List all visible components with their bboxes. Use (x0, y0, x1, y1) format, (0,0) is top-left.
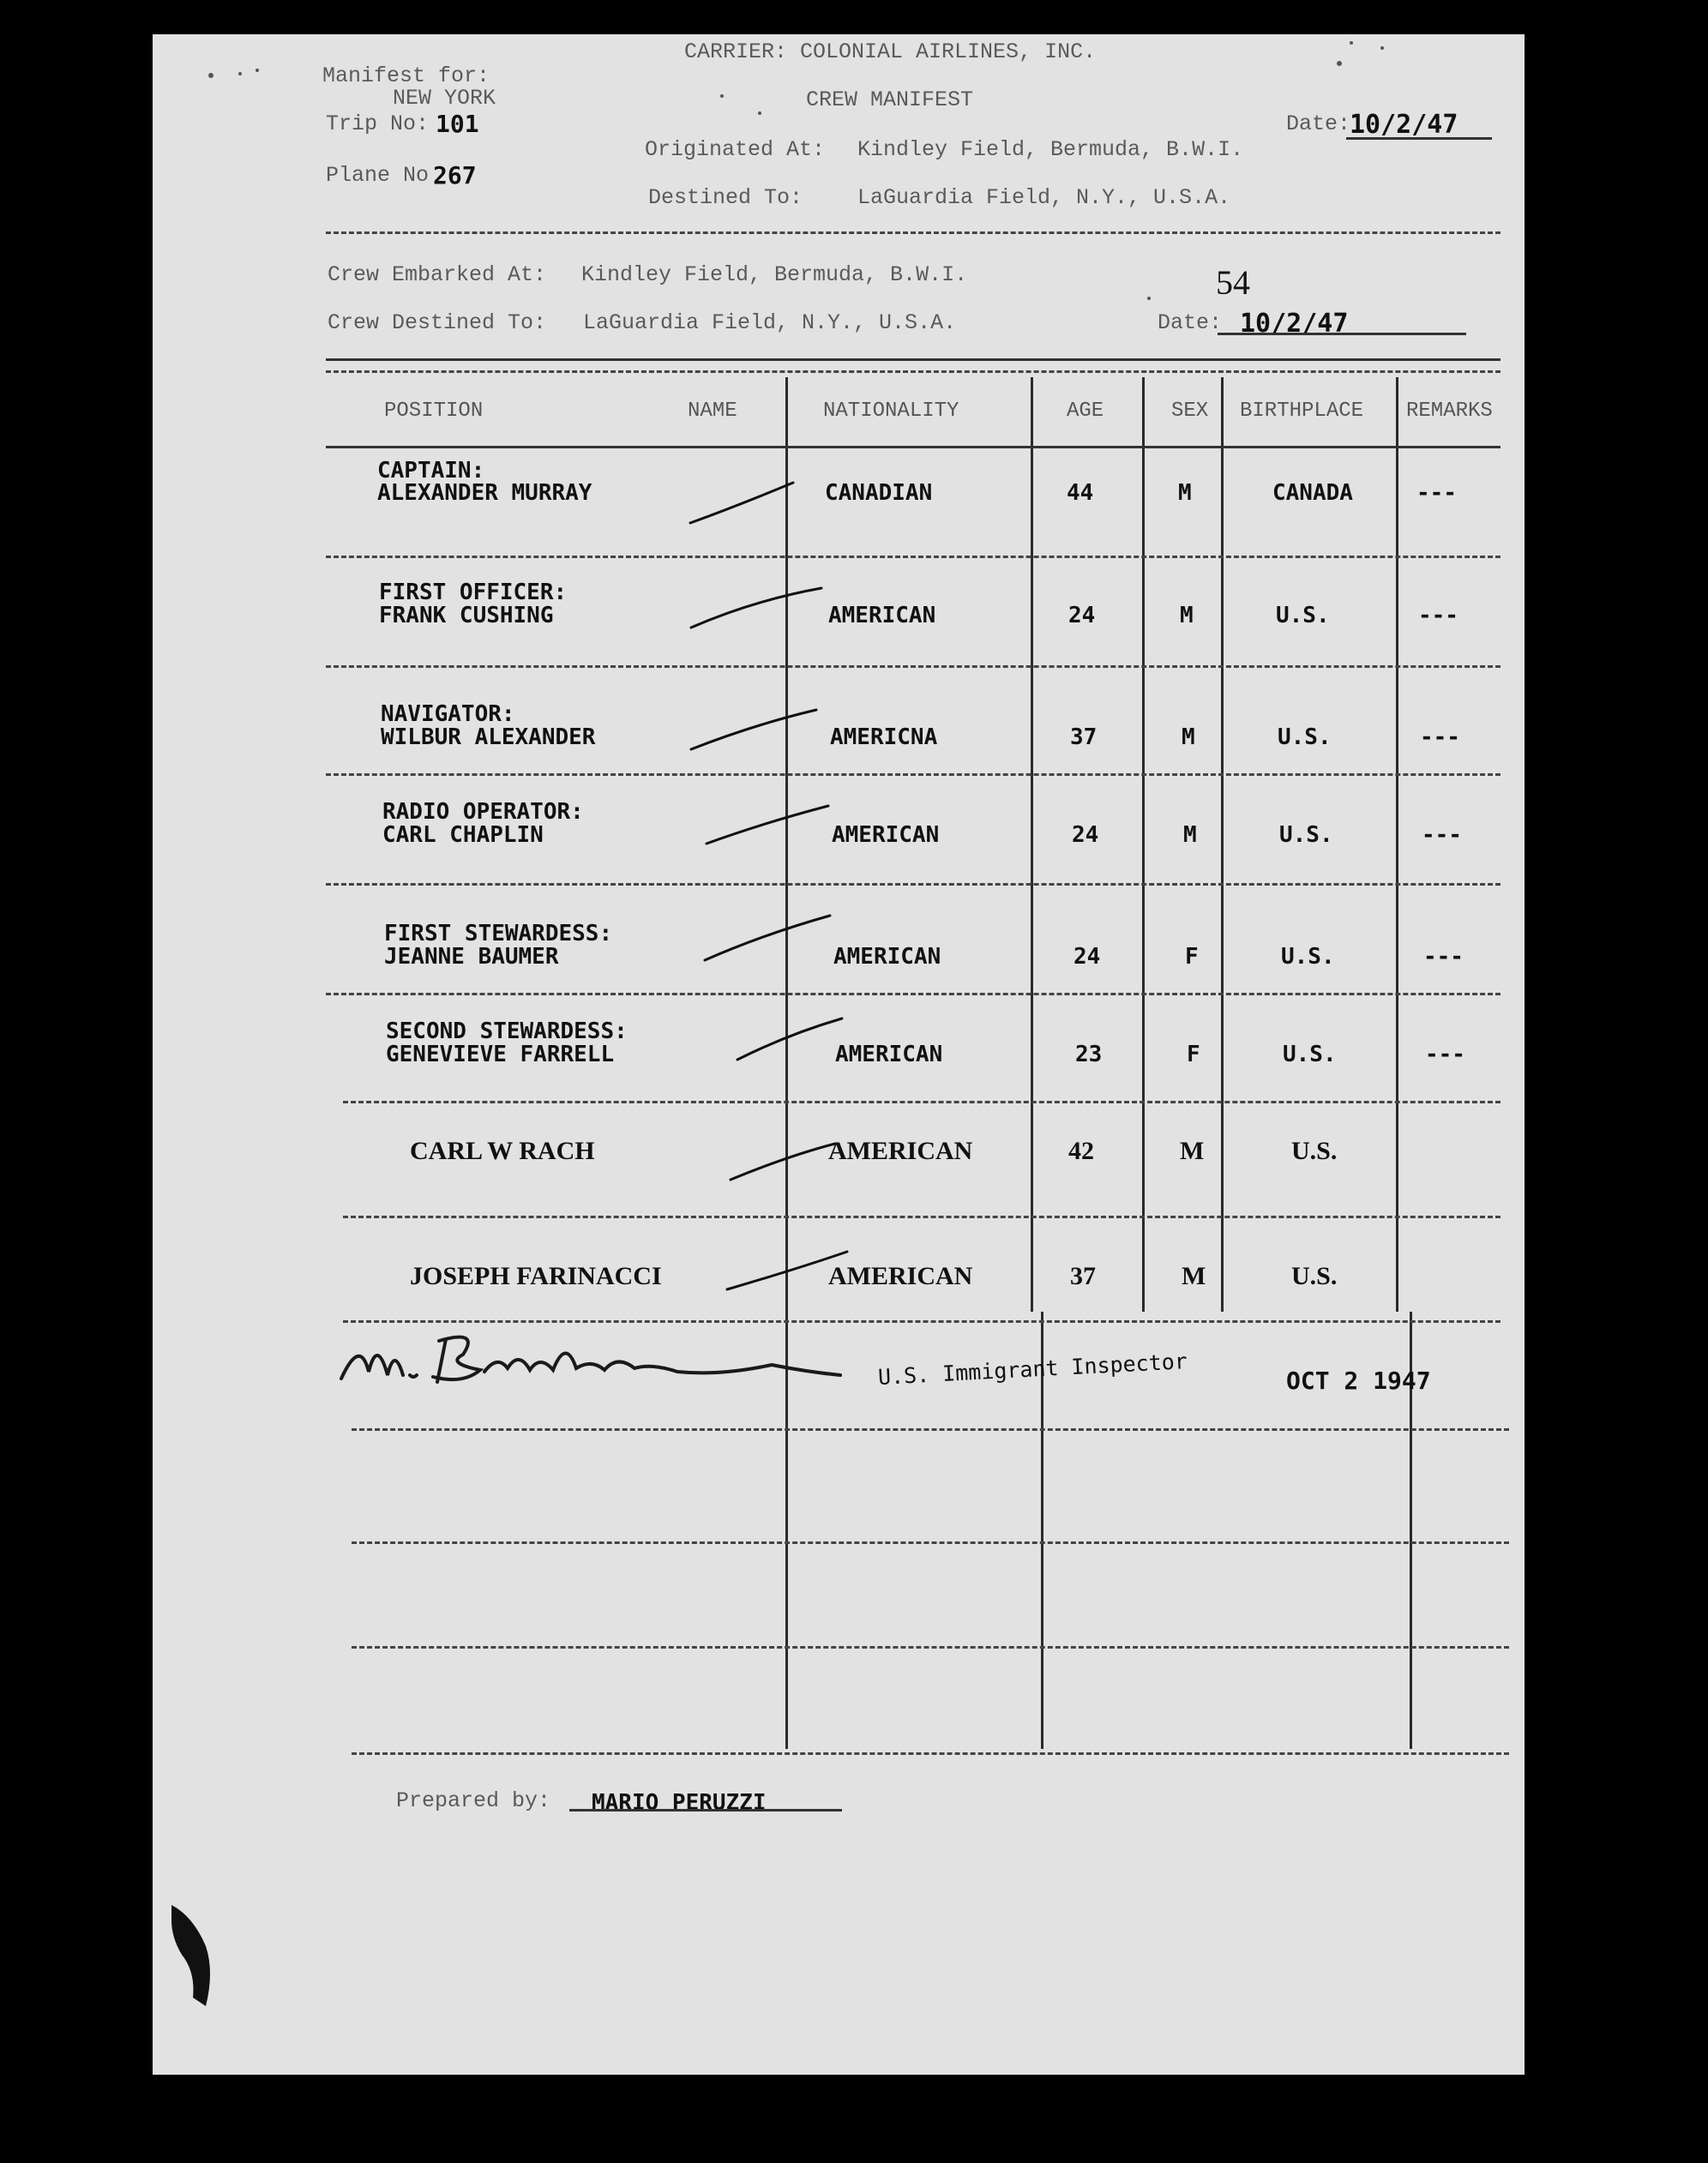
row-remarks: --- (1416, 480, 1457, 506)
crew-destined-label: Crew Destined To: (328, 310, 547, 335)
row-birthplace: U.S. (1278, 724, 1332, 750)
header-sex: SEX (1171, 400, 1209, 423)
document-title: CREW MANIFEST (806, 87, 974, 112)
header-name: NAME (688, 400, 737, 423)
check-mark (707, 806, 828, 844)
row-sex: M (1180, 1137, 1205, 1165)
row-remarks: --- (1420, 724, 1460, 750)
date-label: Date: (1286, 111, 1351, 136)
date-value: 10/2/47 (1350, 110, 1458, 140)
row-sex: M (1182, 724, 1195, 750)
row-name: JOSEPH FARINACCI (410, 1262, 662, 1290)
inspector-title: U.S. Immigrant Inspector (877, 1349, 1188, 1390)
check-mark (691, 710, 816, 749)
row-age: 24 (1074, 944, 1101, 970)
destined-label: Destined To: (648, 185, 803, 210)
crew-date-label: Date: (1158, 310, 1223, 335)
check-mark (737, 1018, 842, 1060)
prepared-by-value: MARIO PERUZZI (592, 1790, 767, 1816)
row-sex: F (1187, 1042, 1200, 1067)
crew-embarked-value: Kindley Field, Bermuda, B.W.I. (581, 262, 968, 287)
header-nationality: NATIONALITY (823, 400, 959, 423)
row-name: ALEXANDER MURRAY (377, 480, 592, 506)
row-nationality: CANADIAN (825, 480, 933, 506)
row-name: CARL CHAPLIN (382, 822, 544, 848)
manifest-for-value: NEW YORK (393, 86, 496, 111)
row-name: CARL W RACH (410, 1137, 595, 1165)
prepared-by-label: Prepared by: (396, 1788, 551, 1813)
row-age: 42 (1068, 1137, 1094, 1165)
row-nationality: AMERICAN (833, 944, 941, 970)
row-name: GENEVIEVE FARRELL (386, 1042, 615, 1067)
row-name: WILBUR ALEXANDER (381, 724, 596, 750)
row-birthplace: U.S. (1283, 1042, 1337, 1067)
row-age: 24 (1068, 603, 1096, 628)
check-mark (731, 1144, 835, 1180)
row-position: FIRST STEWARDESS: (384, 921, 613, 946)
row-remarks: --- (1422, 822, 1462, 848)
row-birthplace: U.S. (1276, 603, 1330, 628)
scan-specks (208, 41, 1384, 300)
row-remarks: --- (1423, 944, 1464, 970)
row-remarks: --- (1425, 1042, 1465, 1067)
row-nationality: AMERICNA (830, 724, 938, 750)
stamp-date: OCT 2 1947 (1286, 1367, 1431, 1395)
originated-value: Kindley Field, Bermuda, B.W.I. (857, 137, 1244, 162)
row-birthplace: CANADA (1272, 480, 1353, 506)
row-name: JEANNE BAUMER (384, 944, 559, 970)
trip-label: Trip No: (326, 111, 430, 136)
check-mark (691, 588, 821, 628)
row-name: FRANK CUSHING (379, 603, 554, 628)
row-position: NAVIGATOR: (381, 701, 515, 727)
header-remarks: REMARKS (1406, 400, 1493, 423)
row-position: FIRST OFFICER: (379, 580, 568, 605)
row-nationality: AMERICAN (828, 603, 936, 628)
row-sex: F (1185, 944, 1199, 970)
row-nationality: AMERICAN (835, 1042, 943, 1067)
row-sex: M (1180, 603, 1194, 628)
row-birthplace: U.S. (1291, 1262, 1338, 1290)
row-sex: M (1183, 822, 1197, 848)
row-position: CAPTAIN: (377, 458, 485, 484)
check-mark (705, 916, 830, 960)
destined-value: LaGuardia Field, N.Y., U.S.A. (857, 185, 1231, 210)
row-age: 37 (1070, 724, 1098, 750)
manifest-for-label: Manifest for: (322, 63, 490, 88)
row-age: 23 (1075, 1042, 1103, 1067)
binding-mark (171, 1905, 210, 2006)
trip-number: 101 (436, 110, 479, 138)
row-sex: M (1178, 480, 1192, 506)
header-position: POSITION (384, 400, 484, 423)
originated-label: Originated At: (645, 137, 826, 162)
check-mark (727, 1252, 847, 1289)
row-birthplace: U.S. (1291, 1137, 1338, 1165)
page-number: 54 (1216, 263, 1250, 302)
row-nationality: AMERICAN (832, 822, 940, 848)
check-mark (690, 483, 793, 523)
inspector-signature (341, 1337, 840, 1382)
row-nationality: AMERICAN (828, 1262, 973, 1290)
row-birthplace: U.S. (1279, 822, 1333, 848)
row-age: 37 (1070, 1262, 1096, 1290)
plane-label: Plane No (326, 163, 430, 188)
carrier: CARRIER: COLONIAL AIRLINES, INC. (684, 39, 1097, 64)
row-age: 24 (1072, 822, 1099, 848)
header-age: AGE (1067, 400, 1104, 423)
row-position: RADIO OPERATOR: (382, 799, 584, 825)
row-position: SECOND STEWARDESS: (386, 1018, 628, 1044)
crew-destined-value: LaGuardia Field, N.Y., U.S.A. (583, 310, 957, 335)
plane-number: 267 (433, 161, 477, 189)
header-birthplace: BIRTHPLACE (1240, 400, 1364, 423)
crew-embarked-label: Crew Embarked At: (328, 262, 547, 287)
crew-date-value: 10/2/47 (1240, 309, 1349, 339)
row-nationality: AMERICAN (828, 1137, 973, 1165)
row-age: 44 (1067, 480, 1094, 506)
row-birthplace: U.S. (1281, 944, 1335, 970)
row-remarks: --- (1418, 603, 1458, 628)
row-sex: M (1182, 1262, 1206, 1290)
